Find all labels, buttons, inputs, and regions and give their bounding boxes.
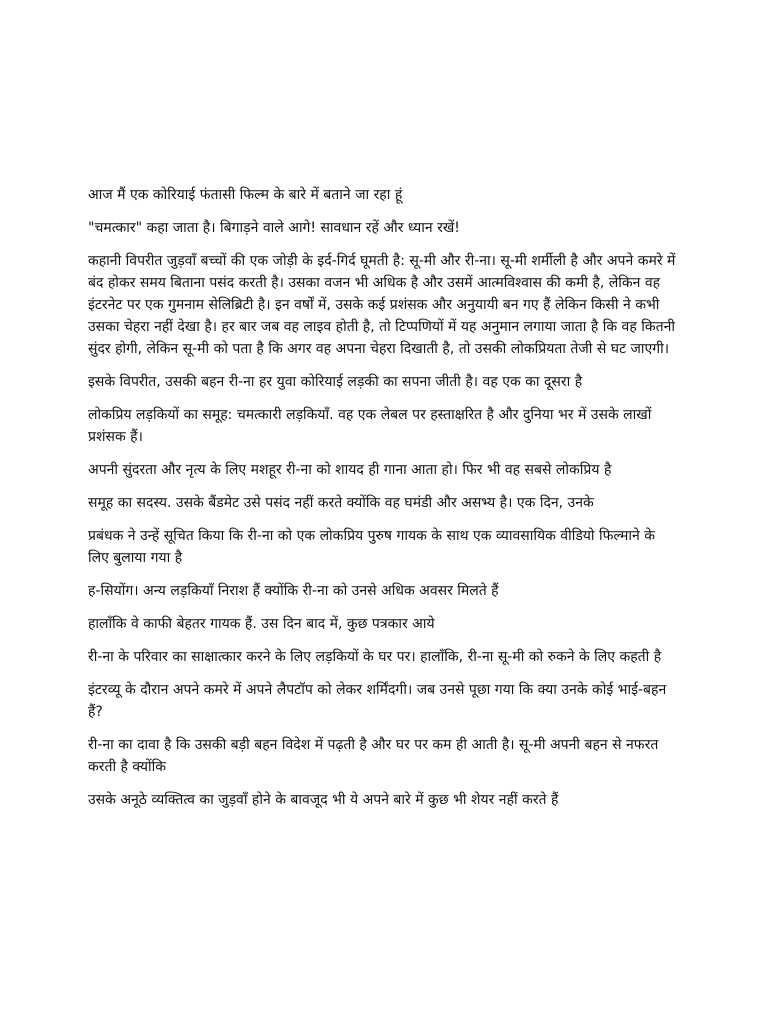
paragraph: इसके विपरीत, उसकी बहन री-ना हर युवा कोरियाई लड़की का सपना जीती है। वह एक का दूसरा है	[88, 374, 583, 390]
paragraph: उसके अनूठे व्यक्तित्व का जुड़वाँ होने के बावजूद भी ये अपने बारे में कुछ भी शेयर नहीं करते हैं	[88, 792, 559, 808]
paragraph: री-ना के परिवार का साक्षात्कार करने के लिए लड़कियों के घर पर। हालाँकि, री-ना सू-मी को रुकने के लिए कहती है	[88, 649, 662, 665]
paragraph: समूह का सदस्य. उसके बैंडमेट उसे पसंद नहीं करते क्योंकि वह घमंडी और असभ्य है। एक दिन, उनके	[88, 495, 594, 511]
paragraph: कहानी विपरीत जुड़वाँ बच्चों की एक जोड़ी के इर्द-गिर्द घूमती है: सू-मी और री-ना। सू-मी शर्मीली है और अपने कमरे में बंद होकर समय बिताना पसंद करती है। उसका वजन भी अधिक है और उसमें आत्मविश्वास की कमी है, लेकिन वह इंटरनेट पर एक गुमनाम सेलिब्रिटी है। इन वर्षों में, उसके कई प्रशंसक और अनुयायी बन गए हैं लेकिन किसी ने कभी उसका चेहरा नहीं देखा है। हर बार जब वह लाइव होती है, तो टिप्पणियों में यह अनुमान लगाया जाता है कि वह कितनी सुंदर होगी, लेकिन सू-मी को पता है कि अगर वह अपना चेहरा दिखाती है, तो उसकी लोकप्रियता तेजी से घट जाएगी।	[88, 253, 676, 357]
paragraph: लोकप्रिय लड़कियों का समूह: चमत्कारी लड़कियाँ. वह एक लेबल पर हस्ताक्षरित है और दुनिया भर में उसके लाखों प्रशंसक हैं।	[88, 407, 652, 445]
paragraph: ह-सियोंग। अन्य लड़कियाँ निराश हैं क्योंकि री-ना को उनसे अधिक अवसर मिलते हैं	[88, 583, 499, 599]
paragraph: री-ना का दावा है कि उसकी बड़ी बहन विदेश में पढ़ती है और घर पर कम ही आती है। सू-मी अपनी बहन से नफरत करती है क्योंकि	[88, 737, 659, 775]
document-page	[88, 184, 678, 822]
paragraph: हालाँकि वे काफी बेहतर गायक हैं. उस दिन बाद में, कुछ पत्रकार आये	[88, 616, 435, 632]
paragraph: इंटरव्यू के दौरान अपने कमरे में अपने लैपटॉप को लेकर शर्मिंदगी। जब उनसे पूछा गया कि क्या उनके कोई भाई-बहन हैं?	[88, 682, 667, 720]
paragraph: अपनी सुंदरता और नृत्य के लिए मशहूर री-ना को शायद ही गाना आता हो। फिर भी वह सबसे लोकप्रिय है	[88, 462, 612, 478]
paragraph: "चमत्कार" कहा जाता है। बिगाड़ने वाले आगे! सावधान रहें और ध्यान रखें!	[88, 220, 460, 236]
paragraph: आज मैं एक कोरियाई फंतासी फिल्म के बारे में बताने जा रहा हूं	[88, 187, 403, 203]
paragraph: प्रबंधक ने उन्हें सूचित किया कि री-ना को एक लोकप्रिय पुरुष गायक के साथ एक व्यावसायिक वीडियो फिल्माने के लिए बुलाया गया है	[88, 528, 655, 566]
